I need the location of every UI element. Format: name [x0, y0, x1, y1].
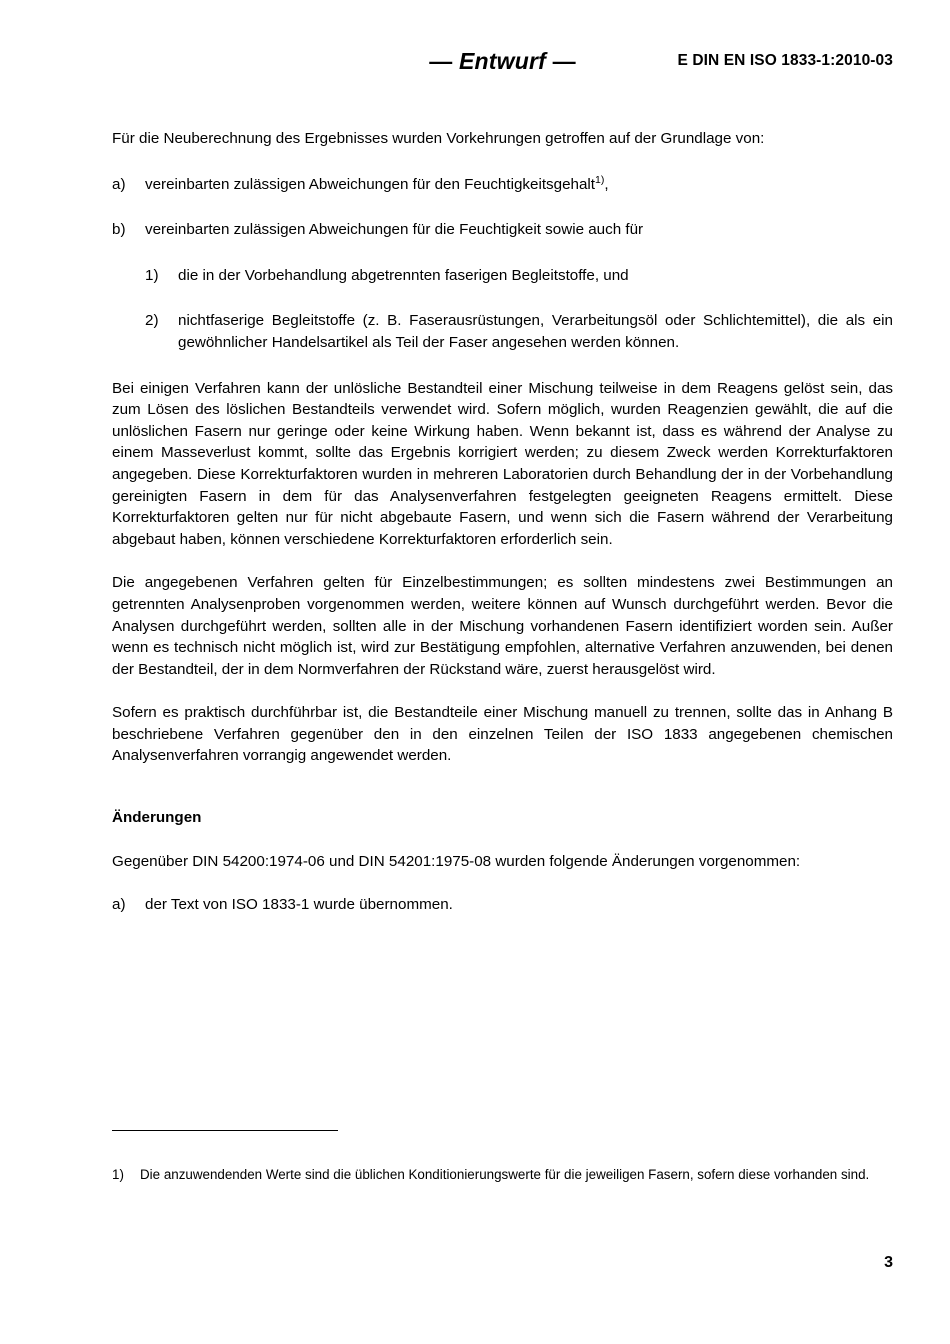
document-reference: E DIN EN ISO 1833-1:2010-03 [677, 52, 893, 69]
body-paragraph: Die angegebenen Verfahren gelten für Einzelbestimmungen; es sollten mindestens zwei Bestimmungen an getrennten Analysenproben vorgenommen werden, weitere können auf Wunsch durchgeführt werden. Bevor die Analysen durchgeführt werden, sollten alle in der Mischung vorhandenen Fasern identifiziert worden sein. Außer wenn es technisch nicht möglich ist, wird zur Bestätigung empfohlen, alternative Verfahren anzuwenden, bei denen der Bestandteil, der in dem Normverfahren der Rückstand wäre, zuerst herausgelöst wird. [112, 574, 893, 678]
sub-list-item-text: die in der Vorbehandlung abgetrennten faserigen Begleitstoffe, und [178, 266, 629, 284]
sub-list-item [145, 310, 893, 353]
list-item-marker: b) [112, 221, 126, 239]
body-paragraph: Sofern es praktisch durchführbar ist, die Bestandteile einer Mischung manuell zu trennen, sollte das in Anhang B beschriebene Verfahren gegenüber den in den einzelnen Teilen der ISO 1833 angegebenen chemischen Analysenverfahren vorrangig angewendet werden. [112, 704, 893, 765]
changes-intro-paragraph: Gegenüber DIN 54200:1974-06 und DIN 54201:1975-08 wurden folgende Änderungen vorgenommen: [112, 852, 801, 870]
draft-dash-right: — [552, 48, 576, 74]
list-item [112, 174, 893, 196]
footnote-separator-rule [112, 1130, 338, 1131]
list-item-trailing-punctuation: , [604, 175, 609, 193]
footnote-reference-marker: 1) [595, 173, 605, 186]
changes-list-item-text: der Text von ISO 1833-1 wurde übernommen. [145, 896, 453, 914]
footnote-marker: 1) [112, 1167, 124, 1182]
section-spacer [112, 789, 893, 807]
sub-list-item-text: nichtfaserige Begleitstoffe (z. B. Faserausrüstungen, Verarbeitungsöl oder Schlichtemittel), die als ein gewöhnlicher Handelsartikel als Teil der Faser angesehen werden können. [178, 312, 893, 351]
sub-list-item-marker: 2) [145, 312, 159, 330]
list-item-marker: a) [112, 175, 126, 193]
draft-dash-left: — [429, 48, 453, 74]
lead-paragraph: Für die Neuberechnung des Ergebnisses wurden Vorkehrungen getroffen auf der Grundlage von: [112, 130, 765, 147]
draft-watermark [429, 48, 576, 74]
page-number: 3 [884, 1254, 893, 1271]
sub-list-item-marker: 1) [145, 266, 159, 284]
page-header [112, 48, 893, 80]
footnote-area [112, 1130, 893, 1184]
footnote-text: Die anzuwendenden Werte sind die üblichen Konditionierungswerte für die jeweiligen Fasern, sofern diese vorhanden sind. [140, 1167, 870, 1182]
changes-list-item-marker: a) [112, 896, 126, 914]
sub-list-item [145, 265, 893, 287]
list-item-text [145, 174, 893, 196]
list-item-body: vereinbarten zulässigen Abweichungen für den Feuchtigkeitsgehalt [145, 175, 596, 193]
section-heading-changes: Änderungen [112, 809, 202, 827]
body-paragraph: Bei einigen Verfahren kann der unlösliche Bestandteil einer Mischung teilweise in dem Reagens gelöst sein, das zum Lösen des löslichen Bestandteils verwendet wird. Sofern möglich, wurden Reagenzien gewählt, die auf die unlöslichen Fasern nur geringe oder keine Wirkung haben. Wenn bekannt ist, dass es während der Analyse zu einem Masseverlust kommt, sollte das Ergebnis korrigiert werden; zu diesem Zweck werden Korrekturfaktoren angegeben. Diese Korrekturfaktoren wurden in mehreren Laboratorien durch Behandlung der in der Vorbehandlung gereinigten Fasern in dem für das Analysenverfahren festgelegten geeigneten Reagens ermittelt. Diese Korrekturfaktoren gelten nur für nicht abgebaute Fasern, und wenn sich die Fasern während der Verarbeitung abgebaut haben, können verschiedene Korrekturfaktoren erforderlich sein. [112, 379, 893, 548]
list-item [112, 219, 893, 241]
list-item-text: vereinbarten zulässigen Abweichungen für die Feuchtigkeit sowie auch für [145, 221, 644, 239]
footnote [112, 1165, 893, 1184]
changes-list-item [112, 894, 893, 916]
draft-label: Entwurf [459, 48, 546, 74]
document-body [112, 128, 893, 936]
